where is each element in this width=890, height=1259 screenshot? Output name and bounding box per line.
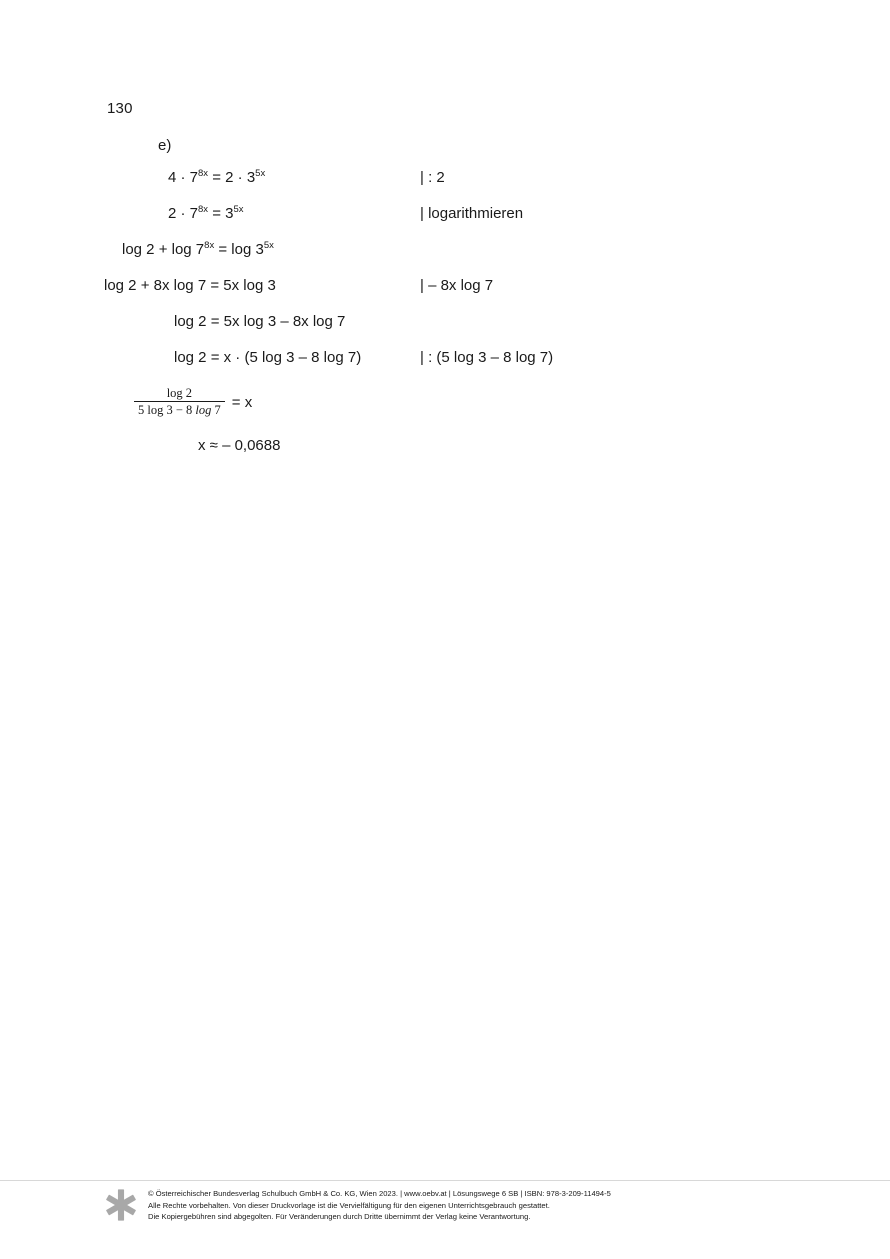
step-operation-note: | logarithmieren xyxy=(420,205,524,222)
footer-line-1: © Österreichischer Bundesverlag Schulbuch GmbH & Co. KG, Wien 2023. | www.oebv.at | Lösungswege 6 SB | ISBN: 978-3-209-11494-5 xyxy=(148,1189,611,1198)
solution-step-result xyxy=(0,428,890,462)
step-equation: log 2 = x · (5 log 3 – 8 log 7) xyxy=(174,349,362,366)
solution-step xyxy=(0,348,890,384)
fraction xyxy=(134,386,225,418)
solution-step xyxy=(0,240,890,276)
footer-line-2: Alle Rechte vorbehalten. Von dieser Druckvorlage ist die Vervielfältigung für den eigenen Unterrichtsgebrauch gestattet. xyxy=(148,1200,550,1210)
solution-step xyxy=(0,276,890,312)
step-equation: $4 \cdot 7^{8x} = 2 \cdot 3^{5x}$ xyxy=(168,168,266,186)
fraction-denominator: 5 log 3 − 8 log 7 xyxy=(134,401,225,418)
result-equation: x ≈ – 0,0688 xyxy=(198,437,281,454)
solution-step xyxy=(0,312,890,348)
step-operation-note: | – 8x log 7 xyxy=(420,277,494,294)
fraction-equals-x: = x xyxy=(231,393,253,411)
fraction-numerator: log 2 xyxy=(166,386,193,400)
step-equation: log 2 + 8x log 7 = 5x log 3 xyxy=(104,277,276,294)
page-number: 130 xyxy=(107,100,133,117)
step-equation: $2 \cdot 7^{8x} = 3^{5x}$ xyxy=(168,204,244,222)
fraction-expression xyxy=(134,386,252,418)
fraction-step xyxy=(0,384,890,428)
step-equation: log 2 = 5x log 3 – 8x log 7 xyxy=(174,313,346,330)
solution-step xyxy=(0,204,890,240)
step-operation-note: | : (5 log 3 – 8 log 7) xyxy=(420,349,554,366)
publisher-logo-icon xyxy=(104,1188,138,1222)
footer-copyright xyxy=(148,1188,611,1223)
solution-steps xyxy=(0,168,890,462)
solution-step xyxy=(0,168,890,204)
footer-divider xyxy=(0,1180,890,1181)
exercise-label: e) xyxy=(158,137,172,154)
footer-line-3: Die Kopiergebühren sind abgegolten. Für Veränderungen durch Dritte übernimmt der Verlag keine Verantwortung. xyxy=(148,1212,531,1221)
step-equation: $\log 2 + \log 7^{8x} = \log 3^{5x}$ xyxy=(122,240,274,258)
step-operation-note: | : 2 xyxy=(420,169,445,186)
